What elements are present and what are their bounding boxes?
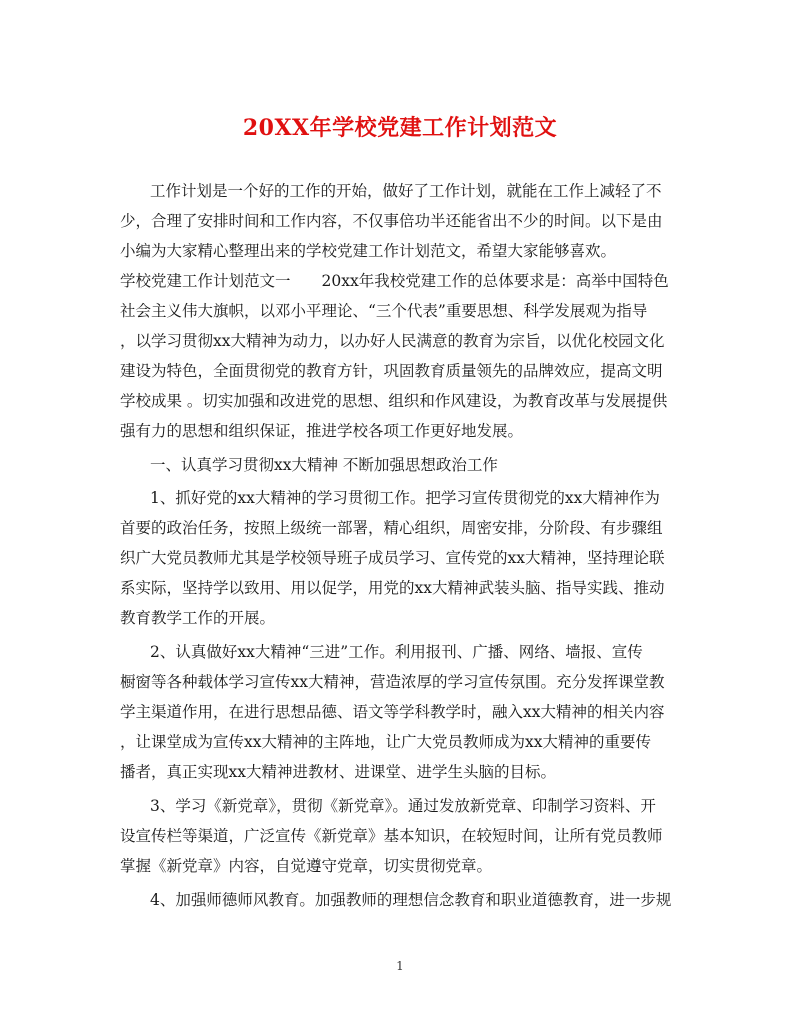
body-line: 系实际，坚持学以致用、用以促学，用党的xx大精神武装头脑、指导实践、推动 bbox=[120, 579, 665, 597]
body-line: 建设为特色，全面贯彻党的教育方针，巩固教育质量领先的品牌效应，提高文明 bbox=[120, 362, 663, 380]
body-line: 学主渠道作用，在进行思想品德、语文等学科教学时，融入xx大精神的相关内容 bbox=[120, 703, 665, 721]
body-line: 设宣传栏等渠道，广泛宣传《新党章》基本知识，在较短时间，让所有党员教师 bbox=[120, 827, 663, 845]
body-line: 3、学习《新党章》，贯彻《新党章》。通过发放新党章、印制学习资料、开 bbox=[150, 797, 656, 815]
body-line: 教育教学工作的开展。 bbox=[120, 609, 276, 627]
document-title: 20XX年学校党建工作计划范文 bbox=[242, 115, 558, 141]
body-line: 4、加强师德师风教育。加强教师的理想信念教育和职业道德教育，进一步规 bbox=[150, 891, 672, 909]
body-line: 橱窗等各种载体学习宣传xx大精神，营造浓厚的学习宣传氛围。充分发挥课堂教 bbox=[120, 673, 665, 691]
body-line: 社会主义伟大旗帜，以邓小平理论、“三个代表”重要思想、科学发展观为指导 bbox=[120, 302, 648, 320]
section-heading: 一、认真学习贯彻xx大精神 不断加强思想政治工作 bbox=[150, 456, 498, 474]
body-line: 2、认真做好xx大精神“三进”工作。利用报刊、广播、网络、墙报、宣传 bbox=[150, 643, 643, 661]
body-line: 播者，真正实现xx大精神进教材、进课堂、进学生头脑的目标。 bbox=[120, 763, 556, 781]
body-line: 织广大党员教师尤其是学校领导班子成员学习、宣传党的xx大精神，坚持理论联 bbox=[120, 549, 665, 567]
body-line: 学校党建工作计划范文一 20xx年我校党建工作的总体要求是：高举中国特色 bbox=[120, 272, 669, 290]
body-line: ，让课堂成为宣传xx大精神的主阵地，让广大党员教师成为xx大精神的重要传 bbox=[120, 733, 651, 751]
body-line: 掌握《新党章》内容，自觉遵守党章，切实贯彻党章。 bbox=[120, 857, 493, 875]
body-line: 少，合理了安排时间和工作内容，不仅事倍功半还能省出不少的时间。以下是由 bbox=[120, 212, 663, 230]
page-number: 1 bbox=[396, 959, 404, 973]
body-line: 小编为大家精心整理出来的学校党建工作计划范文，希望大家能够喜欢。 bbox=[120, 242, 617, 260]
body-line: 首要的政治任务，按照上级统一部署，精心组织，周密安排，分阶段、有步骤组 bbox=[120, 519, 663, 537]
body-line: 1、抓好党的xx大精神的学习贯彻工作。把学习宣传贯彻党的xx大精神作为 bbox=[150, 489, 660, 507]
body-line: 学校成果 。切实加强和改进党的思想、组织和作风建设，为教育改革与发展提供 bbox=[120, 392, 668, 410]
body-line: 强有力的思想和组织保证，推进学校各项工作更好地发展。 bbox=[120, 422, 524, 440]
body-line: 工作计划是一个好的工作的开始，做好了工作计划，就能在工作上减轻了不 bbox=[150, 182, 662, 200]
body-line: ，以学习贯彻xx大精神为动力，以办好人民满意的教育为宗旨，以优化校园文化 bbox=[120, 332, 665, 350]
